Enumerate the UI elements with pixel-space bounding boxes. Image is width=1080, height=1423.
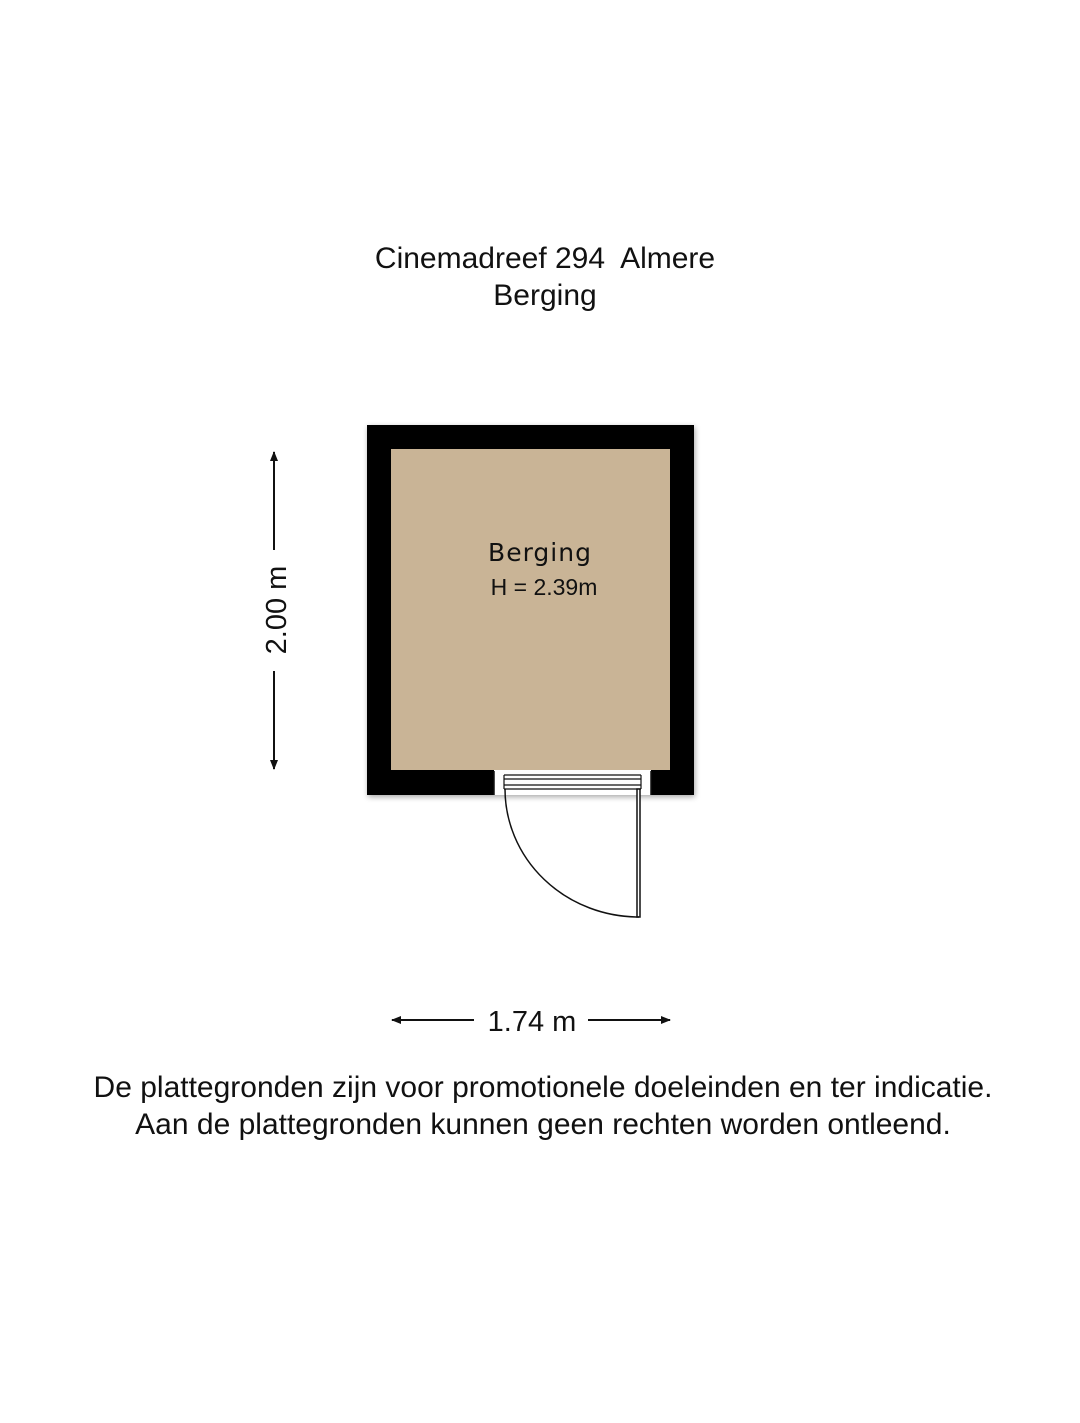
address-title: Cinemadreef 294 Almere — [374, 242, 716, 275]
disclaimer-line-2: Aan de plattegronden kunnen geen rechten worden ontleend. — [135, 1108, 951, 1141]
floor-title: Berging — [493, 279, 597, 312]
door-opening — [494, 770, 651, 795]
width-dimension-label: 1.74 m — [487, 1006, 577, 1038]
height-dimension — [261, 452, 293, 769]
room-name-label: Berging — [488, 538, 592, 567]
room-floor — [391, 449, 670, 770]
height-dimension-label: 2.00 m — [261, 565, 293, 655]
door-swing — [505, 789, 640, 917]
disclaimer-line-1: De plattegronden zijn voor promotionele doeleinden en ter indicatie. — [93, 1071, 993, 1104]
room-height-label: H = 2.39m — [490, 574, 598, 600]
width-dimension — [392, 1006, 670, 1038]
